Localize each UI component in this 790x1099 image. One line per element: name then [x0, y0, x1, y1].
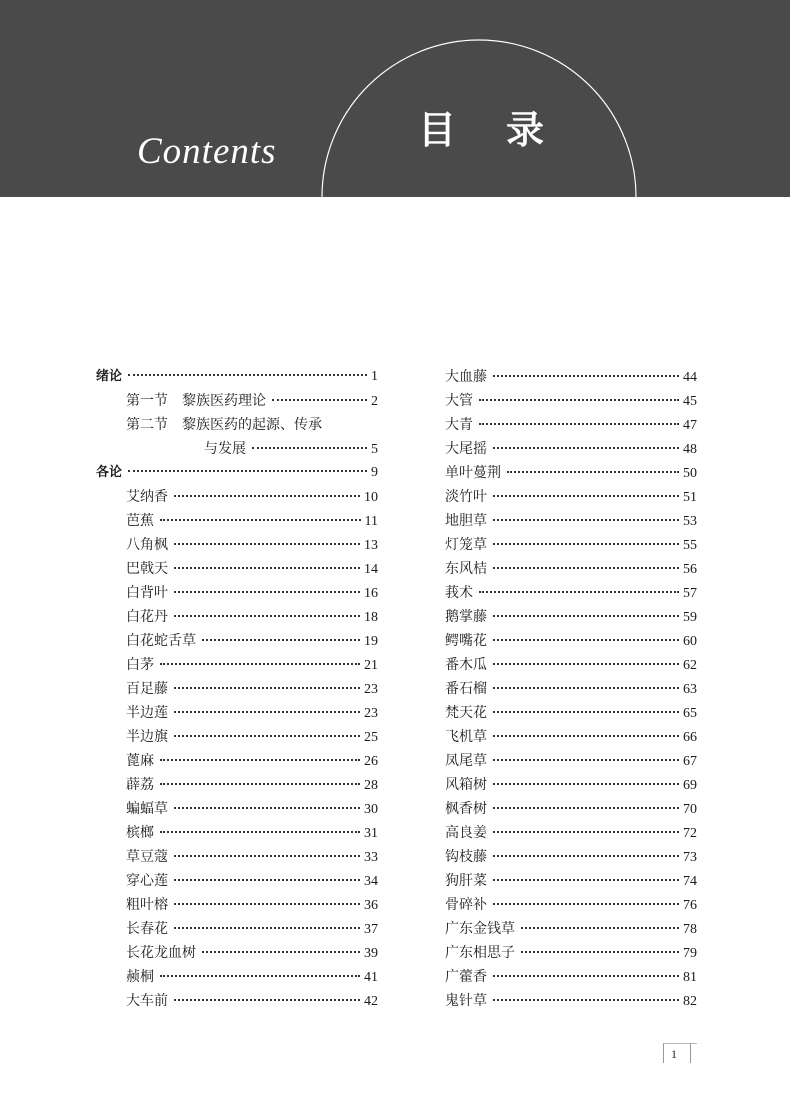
toc-leader-dots: [174, 495, 360, 497]
toc-entry[interactable]: [445, 821, 697, 845]
toc-entry[interactable]: [445, 773, 697, 797]
toc-leader-dots: [493, 663, 679, 665]
toc-entry-label: 大血藤: [445, 369, 487, 385]
toc-entry-page: 67: [683, 754, 697, 769]
toc-entry-page: 63: [683, 682, 697, 697]
toc-entry-page: 19: [364, 634, 378, 649]
toc-entry[interactable]: [445, 941, 697, 965]
toc-entry-page: 74: [683, 874, 697, 889]
toc-entry[interactable]: [96, 989, 378, 1013]
toc-leader-dots: [493, 375, 679, 377]
toc-leader-dots: [507, 471, 679, 473]
toc-entry-label: 莪术: [445, 585, 473, 601]
toc-entry-page: 23: [364, 682, 378, 697]
toc-entry[interactable]: [445, 797, 697, 821]
toc-entry[interactable]: [96, 629, 378, 653]
toc-leader-dots: [174, 807, 360, 809]
toc-entry-label: 长花龙血树: [126, 945, 196, 961]
toc-entry-label: 大车前: [126, 993, 168, 1009]
toc-entry-label: 钩枝藤: [445, 849, 487, 865]
toc-entry-label: 地胆草: [445, 513, 487, 529]
toc-entry-page: 72: [683, 826, 697, 841]
toc-entry-page: 81: [683, 970, 697, 985]
toc-entry[interactable]: [445, 485, 697, 509]
toc-entry-label: 与发展: [204, 441, 246, 457]
toc-entry[interactable]: [445, 701, 697, 725]
toc-entry-label: 大管: [445, 393, 473, 409]
toc-entry[interactable]: [445, 917, 697, 941]
toc-leader-dots: [493, 615, 679, 617]
toc-entry-label: 草豆蔻: [126, 849, 168, 865]
toc-entry-page: 66: [683, 730, 697, 745]
toc-entry[interactable]: [96, 749, 378, 773]
toc-leader-dots: [160, 663, 360, 665]
toc-entry-page: 45: [683, 394, 697, 409]
toc-entry-page: 41: [364, 970, 378, 985]
toc-entry[interactable]: [445, 845, 697, 869]
toc-entry-page: 25: [364, 730, 378, 745]
title-chinese: 目录: [418, 108, 595, 152]
toc-entry[interactable]: [96, 461, 378, 485]
toc-leader-dots: [160, 975, 360, 977]
toc-entry[interactable]: [96, 653, 378, 677]
toc-entry-label: 白花丹: [126, 609, 168, 625]
toc-entry[interactable]: [445, 725, 697, 749]
toc-entry[interactable]: [96, 581, 378, 605]
toc-entry-page: 16: [364, 586, 378, 601]
toc-leader-dots: [202, 951, 360, 953]
toc-leader-dots: [493, 807, 679, 809]
toc-entry-page: 53: [683, 514, 697, 529]
toc-entry-page: 23: [364, 706, 378, 721]
toc-leader-dots: [128, 470, 367, 472]
toc-entry[interactable]: [96, 869, 378, 893]
toc-entry[interactable]: [445, 629, 697, 653]
toc-entry[interactable]: [445, 413, 697, 437]
toc-entry-page: 26: [364, 754, 378, 769]
toc-entry-page: 69: [683, 778, 697, 793]
toc-entry-label: 薜荔: [126, 777, 154, 793]
toc-entry-page: 13: [364, 538, 378, 553]
toc-entry[interactable]: [96, 509, 378, 533]
toc-leader-dots: [493, 975, 679, 977]
toc-left-column: [96, 365, 378, 1013]
toc-entry-label: 赪桐: [126, 969, 154, 985]
toc-entry-label: 广藿香: [445, 969, 487, 985]
toc-entry-label: 第一节 黎族医药理论: [126, 393, 266, 409]
toc-entry-label: 广东相思子: [445, 945, 515, 961]
toc-entry-page: 11: [364, 514, 378, 529]
toc-entry-page: 50: [683, 466, 697, 481]
toc-entry-label: 风箱树: [445, 777, 487, 793]
toc-leader-dots: [174, 735, 360, 737]
toc-entry-label: 灯笼草: [445, 537, 487, 553]
toc-entry-page: 47: [683, 418, 697, 433]
toc-leader-dots: [493, 999, 679, 1001]
toc-entry-label: 单叶蔓荆: [445, 465, 501, 481]
toc-entry-label: 半边莲: [126, 705, 168, 721]
toc-entry[interactable]: [96, 893, 378, 917]
toc-leader-dots: [493, 567, 679, 569]
toc-entry[interactable]: [445, 677, 697, 701]
toc-entry-label: 高良姜: [445, 825, 487, 841]
toc-entry-label: 蓖麻: [126, 753, 154, 769]
toc-leader-dots: [493, 711, 679, 713]
toc-entry[interactable]: [445, 365, 697, 389]
toc-entry[interactable]: [445, 533, 697, 557]
toc-entry-label: 巴戟天: [126, 561, 168, 577]
toc-leader-dots: [493, 783, 679, 785]
toc-leader-dots: [493, 447, 679, 449]
toc-entry[interactable]: [445, 989, 697, 1013]
toc-entry-page: 31: [364, 826, 378, 841]
toc-leader-dots: [493, 735, 679, 737]
toc-entry-page: 42: [364, 994, 378, 1009]
toc-entry-page: 33: [364, 850, 378, 865]
toc-entry[interactable]: [445, 965, 697, 989]
toc-leader-dots: [493, 759, 679, 761]
toc-entry-page: 34: [364, 874, 378, 889]
toc-leader-dots: [493, 687, 679, 689]
toc-leader-dots: [174, 615, 360, 617]
toc-entry[interactable]: [96, 437, 378, 461]
toc-leader-dots: [493, 639, 679, 641]
page-number: 1: [671, 1047, 677, 1061]
toc-entry[interactable]: [445, 389, 697, 413]
toc-entry-label: 狗肝菜: [445, 873, 487, 889]
toc-entry-page: 70: [683, 802, 697, 817]
toc-entry-page: 2: [371, 394, 378, 409]
toc-leader-dots: [174, 999, 360, 1001]
toc-entry-page: 78: [683, 922, 697, 937]
toc-leader-dots: [174, 591, 360, 593]
toc-entry[interactable]: [96, 413, 378, 437]
toc-leader-dots: [479, 399, 679, 401]
toc-entry[interactable]: [96, 389, 378, 413]
toc-entry-page: 36: [364, 898, 378, 913]
toc-leader-dots: [493, 855, 679, 857]
toc-entry-page: 79: [683, 946, 697, 961]
toc-entry[interactable]: [96, 725, 378, 749]
title-english: Contents: [137, 131, 277, 172]
toc-entry-page: 60: [683, 634, 697, 649]
page-footer-frame: [663, 1043, 697, 1063]
toc-entry[interactable]: [445, 869, 697, 893]
toc-entry[interactable]: [96, 533, 378, 557]
toc-entry-label: 艾纳香: [126, 489, 168, 505]
toc-entry-label: 槟榔: [126, 825, 154, 841]
toc-leader-dots: [202, 639, 360, 641]
toc-leader-dots: [174, 687, 360, 689]
toc-entry-label: 骨碎补: [445, 897, 487, 913]
toc-entry-label: 蝙蝠草: [126, 801, 168, 817]
toc-entry[interactable]: [445, 581, 697, 605]
toc-entry-label: 枫香树: [445, 801, 487, 817]
toc-leader-dots: [160, 519, 361, 521]
toc-entry[interactable]: [445, 509, 697, 533]
toc-entry-label: 大尾摇: [445, 441, 487, 457]
toc-entry-label: 番木瓜: [445, 657, 487, 673]
toc-leader-dots: [174, 543, 360, 545]
toc-leader-dots: [493, 879, 679, 881]
toc-leader-dots: [493, 495, 679, 497]
toc-leader-dots: [252, 447, 367, 449]
toc-entry[interactable]: [445, 461, 697, 485]
toc-entry[interactable]: [445, 653, 697, 677]
toc-entry[interactable]: [96, 941, 378, 965]
toc-entry-page: 39: [364, 946, 378, 961]
toc-entry-page: 65: [683, 706, 697, 721]
toc-entry-label: 淡竹叶: [445, 489, 487, 505]
toc-leader-dots: [174, 879, 360, 881]
toc-leader-dots: [521, 927, 679, 929]
toc-entry[interactable]: [96, 797, 378, 821]
toc-entry[interactable]: [96, 773, 378, 797]
toc-leader-dots: [174, 711, 360, 713]
toc-entry-label: 白花蛇舌草: [126, 633, 196, 649]
toc-leader-dots: [174, 855, 360, 857]
toc-entry[interactable]: [96, 965, 378, 989]
toc-entry-page: 57: [683, 586, 697, 601]
toc-entry-label: 广东金钱草: [445, 921, 515, 937]
toc-entry-label: 白茅: [126, 657, 154, 673]
toc-entry[interactable]: [96, 701, 378, 725]
toc-entry-label: 第二节 黎族医药的起源、传承: [126, 417, 322, 433]
toc-entry[interactable]: [445, 749, 697, 773]
toc-leader-dots: [160, 831, 360, 833]
toc-entry-label: 东风桔: [445, 561, 487, 577]
toc-leader-dots: [174, 903, 360, 905]
toc-entry-label: 大青: [445, 417, 473, 433]
toc-entry-label: 长春花: [126, 921, 168, 937]
toc-entry-page: 82: [683, 994, 697, 1009]
toc-leader-dots: [174, 927, 360, 929]
toc-entry[interactable]: [96, 485, 378, 509]
toc-leader-dots: [479, 591, 679, 593]
toc-entry-page: 51: [683, 490, 697, 505]
toc-entry-page: 14: [364, 562, 378, 577]
toc-leader-dots: [493, 543, 679, 545]
page-footer-tick: [690, 1043, 691, 1063]
toc-entry-label: 凤尾草: [445, 753, 487, 769]
toc-entry-label: 各论: [96, 465, 123, 480]
toc-entry-label: 穿心莲: [126, 873, 168, 889]
toc-entry[interactable]: [445, 893, 697, 917]
toc-entry[interactable]: [96, 605, 378, 629]
toc-entry-label: 飞机草: [445, 729, 487, 745]
toc-entry-label: 粗叶榕: [126, 897, 168, 913]
toc-entry-label: 白背叶: [126, 585, 168, 601]
toc-entry-label: 番石榴: [445, 681, 487, 697]
banner-arc: [0, 0, 790, 197]
toc-leader-dots: [493, 519, 679, 521]
toc-entry-page: 9: [371, 465, 378, 480]
toc-leader-dots: [272, 399, 367, 401]
toc-entry-page: 28: [364, 778, 378, 793]
toc-entry-page: 5: [371, 442, 378, 457]
toc-entry-label: 梵天花: [445, 705, 487, 721]
toc-entry[interactable]: [445, 557, 697, 581]
toc-entry[interactable]: [96, 917, 378, 941]
toc-leader-dots: [479, 423, 679, 425]
toc-entry-page: 10: [364, 490, 378, 505]
toc-entry[interactable]: [96, 845, 378, 869]
toc-entry-page: 30: [364, 802, 378, 817]
toc-entry-page: 48: [683, 442, 697, 457]
toc-leader-dots: [521, 951, 679, 953]
toc-entry-label: 绪论: [96, 369, 123, 384]
toc-leader-dots: [174, 567, 360, 569]
toc-entry[interactable]: [96, 365, 378, 389]
toc-entry[interactable]: [96, 677, 378, 701]
toc-leader-dots: [128, 374, 367, 376]
toc-entry-page: 1: [371, 369, 378, 384]
toc-leader-dots: [493, 831, 679, 833]
toc-entry-page: 44: [683, 370, 697, 385]
toc-entry-label: 芭蕉: [126, 513, 154, 529]
toc-entry-label: 半边旗: [126, 729, 168, 745]
toc-entry-label: 鳄嘴花: [445, 633, 487, 649]
toc-entry-page: 18: [364, 610, 378, 625]
toc-entry-page: 76: [683, 898, 697, 913]
header-banner: [0, 0, 790, 197]
toc-entry-page: 55: [683, 538, 697, 553]
toc-entry[interactable]: [445, 437, 697, 461]
toc-entry-page: 56: [683, 562, 697, 577]
toc-leader-dots: [160, 783, 360, 785]
toc-entry[interactable]: [96, 557, 378, 581]
toc-entry-label: 鹅掌藤: [445, 609, 487, 625]
toc-entry-page: 21: [364, 658, 378, 673]
toc-right-column: [445, 365, 697, 1013]
toc-entry-page: 37: [364, 922, 378, 937]
toc-entry[interactable]: [96, 821, 378, 845]
toc-entry-page: 59: [683, 610, 697, 625]
toc-entry[interactable]: [445, 605, 697, 629]
toc-entry-page: 73: [683, 850, 697, 865]
toc-leader-dots: [160, 759, 360, 761]
toc-leader-dots: [493, 903, 679, 905]
toc-entry-page: 62: [683, 658, 697, 673]
toc-entry-label: 八角枫: [126, 537, 168, 553]
toc-entry-label: 鬼针草: [445, 993, 487, 1009]
toc-entry-label: 百足藤: [126, 681, 168, 697]
